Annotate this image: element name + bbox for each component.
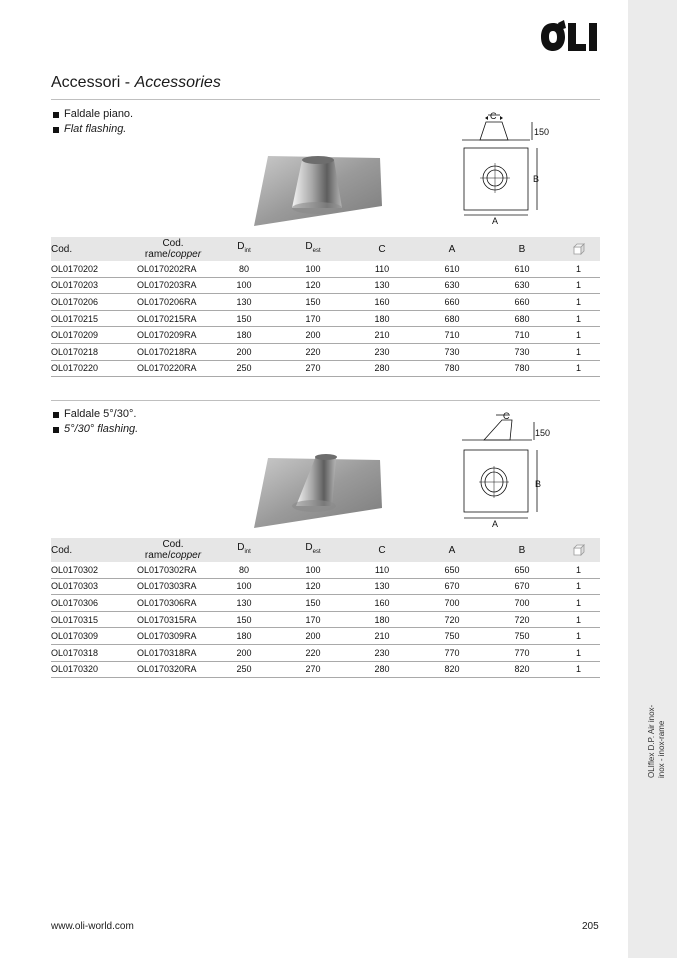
table-cell: 170: [279, 611, 347, 628]
dim-label-150: 150: [535, 428, 551, 438]
table-cell: 710: [487, 327, 557, 344]
table-cell: 1: [557, 294, 600, 311]
table-row: [51, 327, 600, 344]
table-cell: OL0170206: [51, 294, 137, 311]
table-cell: 100: [279, 562, 347, 578]
table-cell: 230: [347, 644, 417, 661]
dim-label-b: B: [535, 479, 542, 489]
table-cell: OL0170203RA: [137, 277, 209, 294]
table-cell: 130: [209, 294, 279, 311]
angled-flashing-drawing: [460, 410, 560, 532]
table-cell: 1: [557, 310, 600, 327]
table-cell: OL0170206RA: [137, 294, 209, 311]
table-cell: 120: [279, 578, 347, 595]
dim-label-c: C: [503, 411, 510, 421]
title-english: Accessories: [134, 74, 221, 91]
table-cell: 220: [279, 644, 347, 661]
table-cell: OL0170218RA: [137, 343, 209, 360]
table-cell: 670: [487, 578, 557, 595]
sidebar-label-line1: [647, 768, 657, 778]
table-cell: 1: [557, 611, 600, 628]
table-cell: 630: [487, 277, 557, 294]
col-a: A: [417, 237, 487, 261]
table-cell: OL0170306RA: [137, 595, 209, 612]
col-d-est: $D_{est}$: [279, 538, 347, 562]
title-divider: [51, 99, 600, 100]
table-cell: OL0170320RA: [137, 661, 209, 678]
table-cell: 200: [279, 628, 347, 645]
table-cell: OL0170309RA: [137, 628, 209, 645]
col-cod-copper: Cod. rame/copper: [137, 237, 209, 261]
col-b: B: [487, 538, 557, 562]
table-cell: OL0170218: [51, 343, 137, 360]
table-cell: 1: [557, 562, 600, 578]
angled-flashing-table: [51, 538, 600, 678]
section1-desc-it: Faldale piano.: [64, 108, 134, 120]
footer-url: www.oli-world.com: [51, 921, 134, 932]
table-cell: 200: [279, 327, 347, 344]
section2-desc-en: 5°/30° flashing.: [64, 423, 139, 435]
bullet-icon: [53, 412, 59, 418]
table-row: [51, 595, 600, 612]
table-row: [51, 611, 600, 628]
table-cell: 1: [557, 644, 600, 661]
table-row: [51, 261, 600, 277]
table-row: [51, 628, 600, 645]
table-cell: 1: [557, 360, 600, 377]
col-c: C: [347, 538, 417, 562]
col-b: B: [487, 237, 557, 261]
bullet-icon: [53, 427, 59, 433]
table-cell: 160: [347, 294, 417, 311]
table-cell: 150: [209, 611, 279, 628]
table-cell: 210: [347, 327, 417, 344]
page-number: 205: [582, 921, 599, 932]
table-cell: 120: [279, 277, 347, 294]
col-qty: [557, 538, 600, 562]
table-header-row: [51, 237, 600, 261]
table-cell: 110: [347, 261, 417, 277]
table-cell: 770: [417, 644, 487, 661]
flat-flashing-drawing: [460, 110, 560, 230]
dim-label-a: A: [492, 519, 499, 529]
table-cell: 630: [417, 277, 487, 294]
section2-desc-it: Faldale 5°/30°.: [64, 408, 137, 420]
table-cell: 270: [279, 661, 347, 678]
table-header-row: [51, 538, 600, 562]
table-cell: 1: [557, 343, 600, 360]
table-cell: 1: [557, 277, 600, 294]
table-row: [51, 644, 600, 661]
table-cell: OL0170209: [51, 327, 137, 344]
table-cell: OL0170309: [51, 628, 137, 645]
table-cell: 100: [279, 261, 347, 277]
table-cell: 180: [209, 628, 279, 645]
section2-description: [53, 407, 138, 437]
col-d-int: $D_{int}$: [209, 237, 279, 261]
table-cell: 660: [417, 294, 487, 311]
table-row: [51, 661, 600, 678]
table-cell: 1: [557, 595, 600, 612]
table-cell: OL0170320: [51, 661, 137, 678]
table-cell: 110: [347, 562, 417, 578]
table-cell: OL0170302: [51, 562, 137, 578]
table-cell: 130: [347, 578, 417, 595]
table-row: [51, 562, 600, 578]
table-cell: 720: [417, 611, 487, 628]
table-cell: 680: [487, 310, 557, 327]
table-cell: OL0170315RA: [137, 611, 209, 628]
table-cell: 610: [487, 261, 557, 277]
table-cell: OL0170202RA: [137, 261, 209, 277]
table-cell: 270: [279, 360, 347, 377]
table-cell: OL0170202: [51, 261, 137, 277]
col-c: C: [347, 237, 417, 261]
table-cell: 700: [487, 595, 557, 612]
table-cell: OL0170203: [51, 277, 137, 294]
table-cell: OL0170302RA: [137, 562, 209, 578]
dim-label-150: 150: [534, 127, 550, 137]
table-cell: 1: [557, 261, 600, 277]
table-cell: 780: [487, 360, 557, 377]
table-cell: 770: [487, 644, 557, 661]
table-cell: 750: [487, 628, 557, 645]
table-cell: 180: [209, 327, 279, 344]
col-d-int: $D_{int}$: [209, 538, 279, 562]
table-cell: 700: [417, 595, 487, 612]
table-cell: 1: [557, 327, 600, 344]
table-cell: OL0170303: [51, 578, 137, 595]
table-cell: OL0170318: [51, 644, 137, 661]
sidebar-label: [647, 768, 667, 778]
table-cell: OL0170315: [51, 611, 137, 628]
table-cell: 250: [209, 661, 279, 678]
table-cell: 610: [417, 261, 487, 277]
table-cell: 730: [417, 343, 487, 360]
table-cell: 780: [417, 360, 487, 377]
table-cell: OL0170220: [51, 360, 137, 377]
table-cell: 80: [209, 562, 279, 578]
table-cell: OL0170306: [51, 595, 137, 612]
col-qty: [557, 237, 600, 261]
table-cell: 170: [279, 310, 347, 327]
table-row: [51, 578, 600, 595]
dim-label-b: B: [533, 174, 540, 184]
table-cell: OL0170215: [51, 310, 137, 327]
table-cell: 660: [487, 294, 557, 311]
sidebar-strip: [628, 0, 677, 958]
table-cell: 200: [209, 343, 279, 360]
section1-desc-en: Flat flashing.: [64, 123, 127, 135]
table-cell: 100: [209, 277, 279, 294]
oli-logo: [540, 20, 602, 54]
table-cell: 750: [417, 628, 487, 645]
table-cell: 670: [417, 578, 487, 595]
table-cell: 130: [209, 595, 279, 612]
package-icon: [572, 543, 586, 557]
table-cell: OL0170220RA: [137, 360, 209, 377]
table-cell: 210: [347, 628, 417, 645]
table-row: [51, 294, 600, 311]
bullet-icon: [53, 127, 59, 133]
table-row: [51, 360, 600, 377]
dim-label-c: C: [490, 111, 497, 121]
col-a: A: [417, 538, 487, 562]
section1-description: [53, 107, 133, 137]
table-row: [51, 277, 600, 294]
table-cell: 1: [557, 628, 600, 645]
table-cell: 180: [347, 611, 417, 628]
title-separator: -: [120, 74, 135, 91]
table-cell: 250: [209, 360, 279, 377]
table-cell: 220: [279, 343, 347, 360]
title-italian: Accessori: [51, 74, 121, 91]
table-cell: 180: [347, 310, 417, 327]
table-cell: 680: [417, 310, 487, 327]
col-cod-copper: Cod. rame/copper: [137, 538, 209, 562]
bullet-icon: [53, 112, 59, 118]
sidebar-label-line2: [657, 768, 667, 778]
table-cell: 720: [487, 611, 557, 628]
table-cell: 150: [279, 294, 347, 311]
table-row: [51, 310, 600, 327]
package-icon: [572, 242, 586, 256]
table-cell: 280: [347, 360, 417, 377]
table-cell: 820: [417, 661, 487, 678]
table-cell: 160: [347, 595, 417, 612]
flat-flashing-table: [51, 237, 600, 377]
table-cell: 150: [209, 310, 279, 327]
table-cell: 150: [279, 595, 347, 612]
table-cell: 650: [487, 562, 557, 578]
table-cell: 1: [557, 578, 600, 595]
col-d-est: $D_{est}$: [279, 237, 347, 261]
table-cell: OL0170209RA: [137, 327, 209, 344]
table-cell: OL0170318RA: [137, 644, 209, 661]
table-cell: 100: [209, 578, 279, 595]
table-cell: 80: [209, 261, 279, 277]
section-divider: [51, 400, 600, 401]
flat-flashing-photo: [252, 150, 384, 230]
table-cell: 1: [557, 661, 600, 678]
table-cell: 730: [487, 343, 557, 360]
col-cod: Cod.: [51, 538, 137, 562]
col-cod: Cod.: [51, 237, 137, 261]
table-cell: 650: [417, 562, 487, 578]
table-cell: 200: [209, 644, 279, 661]
table-cell: 230: [347, 343, 417, 360]
table-cell: 820: [487, 661, 557, 678]
page-title: [51, 74, 221, 92]
table-cell: 130: [347, 277, 417, 294]
table-row: [51, 343, 600, 360]
table-cell: 280: [347, 661, 417, 678]
table-cell: 710: [417, 327, 487, 344]
dim-label-a: A: [492, 216, 499, 226]
angled-flashing-photo: [252, 452, 384, 532]
table-cell: OL0170215RA: [137, 310, 209, 327]
table-cell: OL0170303RA: [137, 578, 209, 595]
